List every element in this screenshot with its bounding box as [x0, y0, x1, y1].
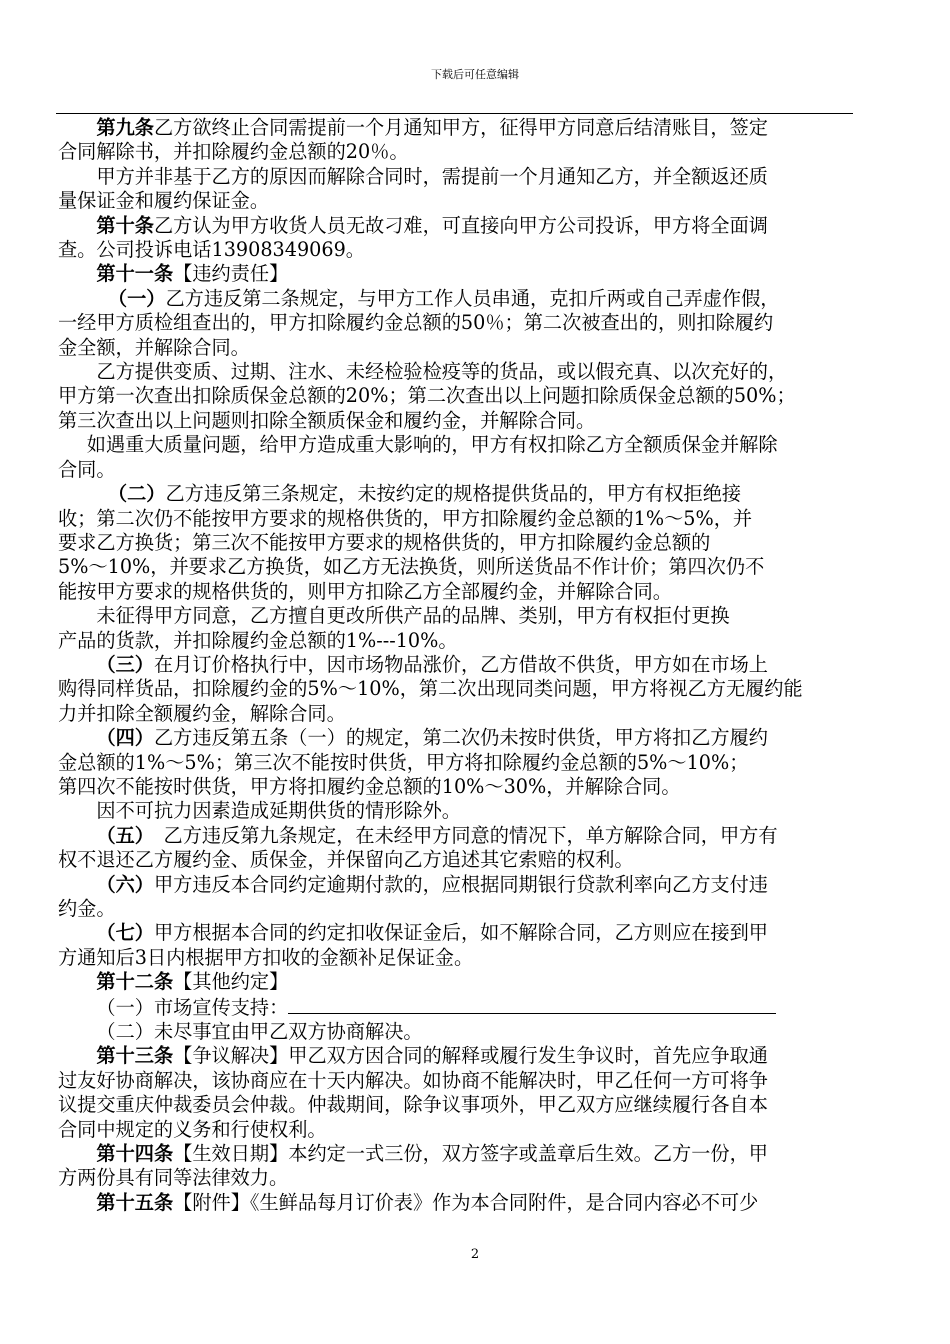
clause-text: 权不退还乙方履约金、质保金，并保留向乙方追述其它索赔的权利。: [58, 848, 634, 872]
clause-heading: 第十一条: [96, 262, 174, 286]
text-line: [58, 1118, 908, 1142]
clause-text: 能按甲方要求的规格供货的，则甲方扣除乙方全部履约金，并解除合同。: [58, 579, 672, 603]
text-line: [58, 360, 908, 384]
clause-heading: （七）: [96, 921, 154, 945]
clause-text: 乙方欲终止合同需提前一个月通知甲方，征得甲方同意后结清账目，签定: [153, 116, 768, 139]
clause-text: 第三次查出以上问题则扣除全额质保金和履约金，并解除合同。: [58, 408, 596, 432]
text-line: [58, 775, 908, 799]
clause-heading: 第十五条: [96, 1190, 174, 1214]
text-line: [58, 507, 908, 531]
clause-text: 力并扣除全额履约金，解除合同。: [58, 701, 346, 725]
text-line: [58, 238, 908, 262]
clause-text: 购得同样货品，扣除履约金的5%～10%，第二次出现同类问题，甲方将视乙方无履约能: [58, 677, 803, 701]
text-line: [58, 189, 908, 213]
text-line: [58, 458, 908, 482]
text-line: [58, 214, 908, 238]
clause-text: 过友好协商解决，该协商应在十天内解决。如协商不能解决时，甲乙任何一方可将争: [58, 1068, 768, 1092]
text-line: [58, 1166, 908, 1190]
clause-text: 要求乙方换货；第三次不能按甲方要求的规格供货的，甲方扣除履约金总额的: [58, 530, 711, 554]
clause-text: 乙方违反第五条（一）的规定，第二次仍未按时供货，甲方将扣乙方履约: [153, 726, 768, 750]
clause-heading: 第十三条: [96, 1044, 174, 1068]
clause-text: 议提交重庆仲裁委员会仲裁。仲裁期间，除争议事项外，甲乙双方应继续履行各自本: [58, 1093, 768, 1117]
text-line: [58, 677, 908, 701]
text-line: [58, 799, 908, 823]
text-line: [58, 873, 908, 897]
clause-text: 产品的货款，并扣除履约金总额的1%---10%。: [58, 628, 458, 652]
clause-text: 量保证金和履约保证金。: [58, 189, 270, 213]
text-line: [58, 482, 908, 506]
text-line: [58, 1093, 908, 1117]
text-line: [58, 580, 908, 604]
text-line: [58, 702, 908, 726]
text-line: [58, 726, 908, 750]
clause-heading: （二）: [107, 482, 166, 506]
text-line: [58, 604, 908, 628]
page-number: 2: [470, 1247, 480, 1262]
clause-text: 约金。: [58, 897, 116, 920]
text-line: [58, 287, 908, 311]
text-line: [58, 531, 908, 555]
clause-text: 乙方提供变质、过期、注水、未经检验检疫等的货品，或以假充真、以次充好的，: [96, 360, 788, 384]
clause-text: 合同。: [58, 457, 116, 481]
text-line: [58, 629, 908, 653]
clause-heading: 第十二条: [96, 970, 174, 994]
text-line: [58, 384, 908, 408]
clause-heading: （四）: [96, 726, 154, 750]
clause-text: 查。公司投诉电话13908349069。: [58, 238, 365, 262]
text-line: [58, 336, 908, 360]
text-line: [58, 824, 908, 848]
clause-text: （一）市场宣传支持：: [96, 995, 289, 1019]
clause-text: 甲方违反本合同约定逾期付款的，应根据同期银行贷款利率向乙方支付违: [153, 872, 768, 896]
text-line: [58, 311, 908, 335]
text-line: [58, 1069, 908, 1093]
clause-text: 甲方根据本合同的约定扣收保证金后，如不解除合同，乙方则应在接到甲: [153, 921, 768, 945]
clause-heading: 第十条: [96, 213, 154, 237]
text-line: [58, 433, 908, 457]
text-line: [58, 1142, 908, 1166]
text-line: [58, 848, 908, 872]
clause-text: 金总额的1%～5%；第三次不能按时供货，甲方将扣除履约金总额的5%～10%；: [58, 750, 749, 774]
text-line: [58, 116, 908, 140]
text-line: [58, 653, 908, 677]
clause-text: 方通知后3日内根据甲方扣收的金额补足保证金。: [58, 945, 474, 969]
clause-text: 【争议解决】甲乙双方因合同的解释或履行发生争议时，首先应争取通: [173, 1044, 768, 1068]
clause-text: 甲方并非基于乙方的原因而解除合同时，需提前一个月通知乙方，并全额返还质: [96, 164, 768, 188]
clause-text: 【违约责任】: [173, 262, 289, 286]
clause-text: （二）未尽事宜由甲乙双方协商解决。: [96, 1020, 423, 1044]
clause-heading: （五）: [96, 823, 145, 847]
text-line: [58, 165, 908, 189]
clause-heading: （三）: [96, 652, 154, 676]
text-line: [58, 409, 908, 433]
clause-text: 甲方第一次查出扣除质保金总额的20%；第二次查出以上问题扣除质保金总额的50%；: [58, 384, 796, 408]
clause-text: 金全额，并解除合同。: [58, 335, 250, 359]
text-line: [58, 751, 908, 775]
text-line: [58, 897, 908, 921]
clause-text: 乙方违反第二条规定，与甲方工作人员串通，克扣斤两或自己弄虚作假，: [165, 286, 780, 310]
clause-text: 乙方认为甲方收货人员无故刁难，可直接向甲方公司投诉，甲方将全面调: [153, 213, 768, 237]
header-divider: [56, 113, 853, 114]
clause-text: 乙方违反第三条规定，未按约定的规格提供货品的，甲方有权拒绝接: [165, 482, 742, 506]
clause-text: 未征得甲方同意，乙方擅自更改所供产品的品牌、类别，甲方有权拒付更换: [96, 604, 730, 628]
clause-text: 乙方违反第九条规定，在未经甲方同意的情况下，单方解除合同，甲方有: [144, 823, 778, 847]
text-line: [58, 970, 908, 994]
clause-text: 【其他约定】: [173, 970, 289, 994]
clause-text: 收；第二次仍不能按甲方要求的规格供货的，甲方扣除履约金总额的1%～5%，并: [58, 506, 753, 530]
text-line: [58, 1044, 908, 1068]
clause-text: 一经甲方质检组查出的，甲方扣除履约金总额的50％；第二次被查出的，则扣除履约: [58, 311, 774, 335]
clause-text: 在月订价格执行中，因市场物品涨价，乙方借故不供货，甲方如在市场上: [153, 652, 768, 676]
document-body: [58, 116, 908, 1215]
fill-in-blank-line: [288, 995, 776, 1014]
clause-text: 【生效日期】本约定一式三份，双方签字或盖章后生效。乙方一份，甲: [173, 1142, 768, 1166]
clause-text: 【附件】《生鲜品每月订价表》作为本合同附件，是合同内容必不可少: [173, 1190, 759, 1214]
clause-text: 如遇重大质量问题，给甲方造成重大影响的，甲方有权扣除乙方全额质保金并解除: [86, 433, 778, 457]
clause-heading: （六）: [96, 872, 154, 896]
clause-text: 因不可抗力因素造成延期供货的情形除外。: [96, 799, 461, 823]
text-line: [58, 946, 908, 970]
clause-text: 5%～10%，并要求乙方换货，如乙方无法换货，则所送货品不作计价；第四次仍不: [58, 555, 765, 579]
clause-heading: （一）: [107, 286, 166, 310]
clause-text: 方两份具有同等法律效力。: [58, 1166, 289, 1190]
text-line: [58, 1191, 908, 1215]
text-line: [58, 262, 908, 286]
page-header: 下载后可任意编辑: [431, 68, 519, 81]
clause-heading: 第十四条: [96, 1142, 174, 1166]
text-line: [58, 140, 908, 164]
text-line: [58, 995, 908, 1020]
clause-text: 合同解除书，并扣除履约金总额的20％。: [58, 140, 409, 164]
text-line: [58, 555, 908, 579]
clause-text: 合同中规定的义务和行使权利。: [58, 1117, 327, 1141]
clause-heading: 第九条: [96, 116, 154, 139]
text-line: [58, 921, 908, 945]
clause-text: 第四次不能按时供货，甲方将扣履约金总额的10%～30%，并解除合同。: [58, 774, 681, 798]
text-line: [58, 1020, 908, 1044]
